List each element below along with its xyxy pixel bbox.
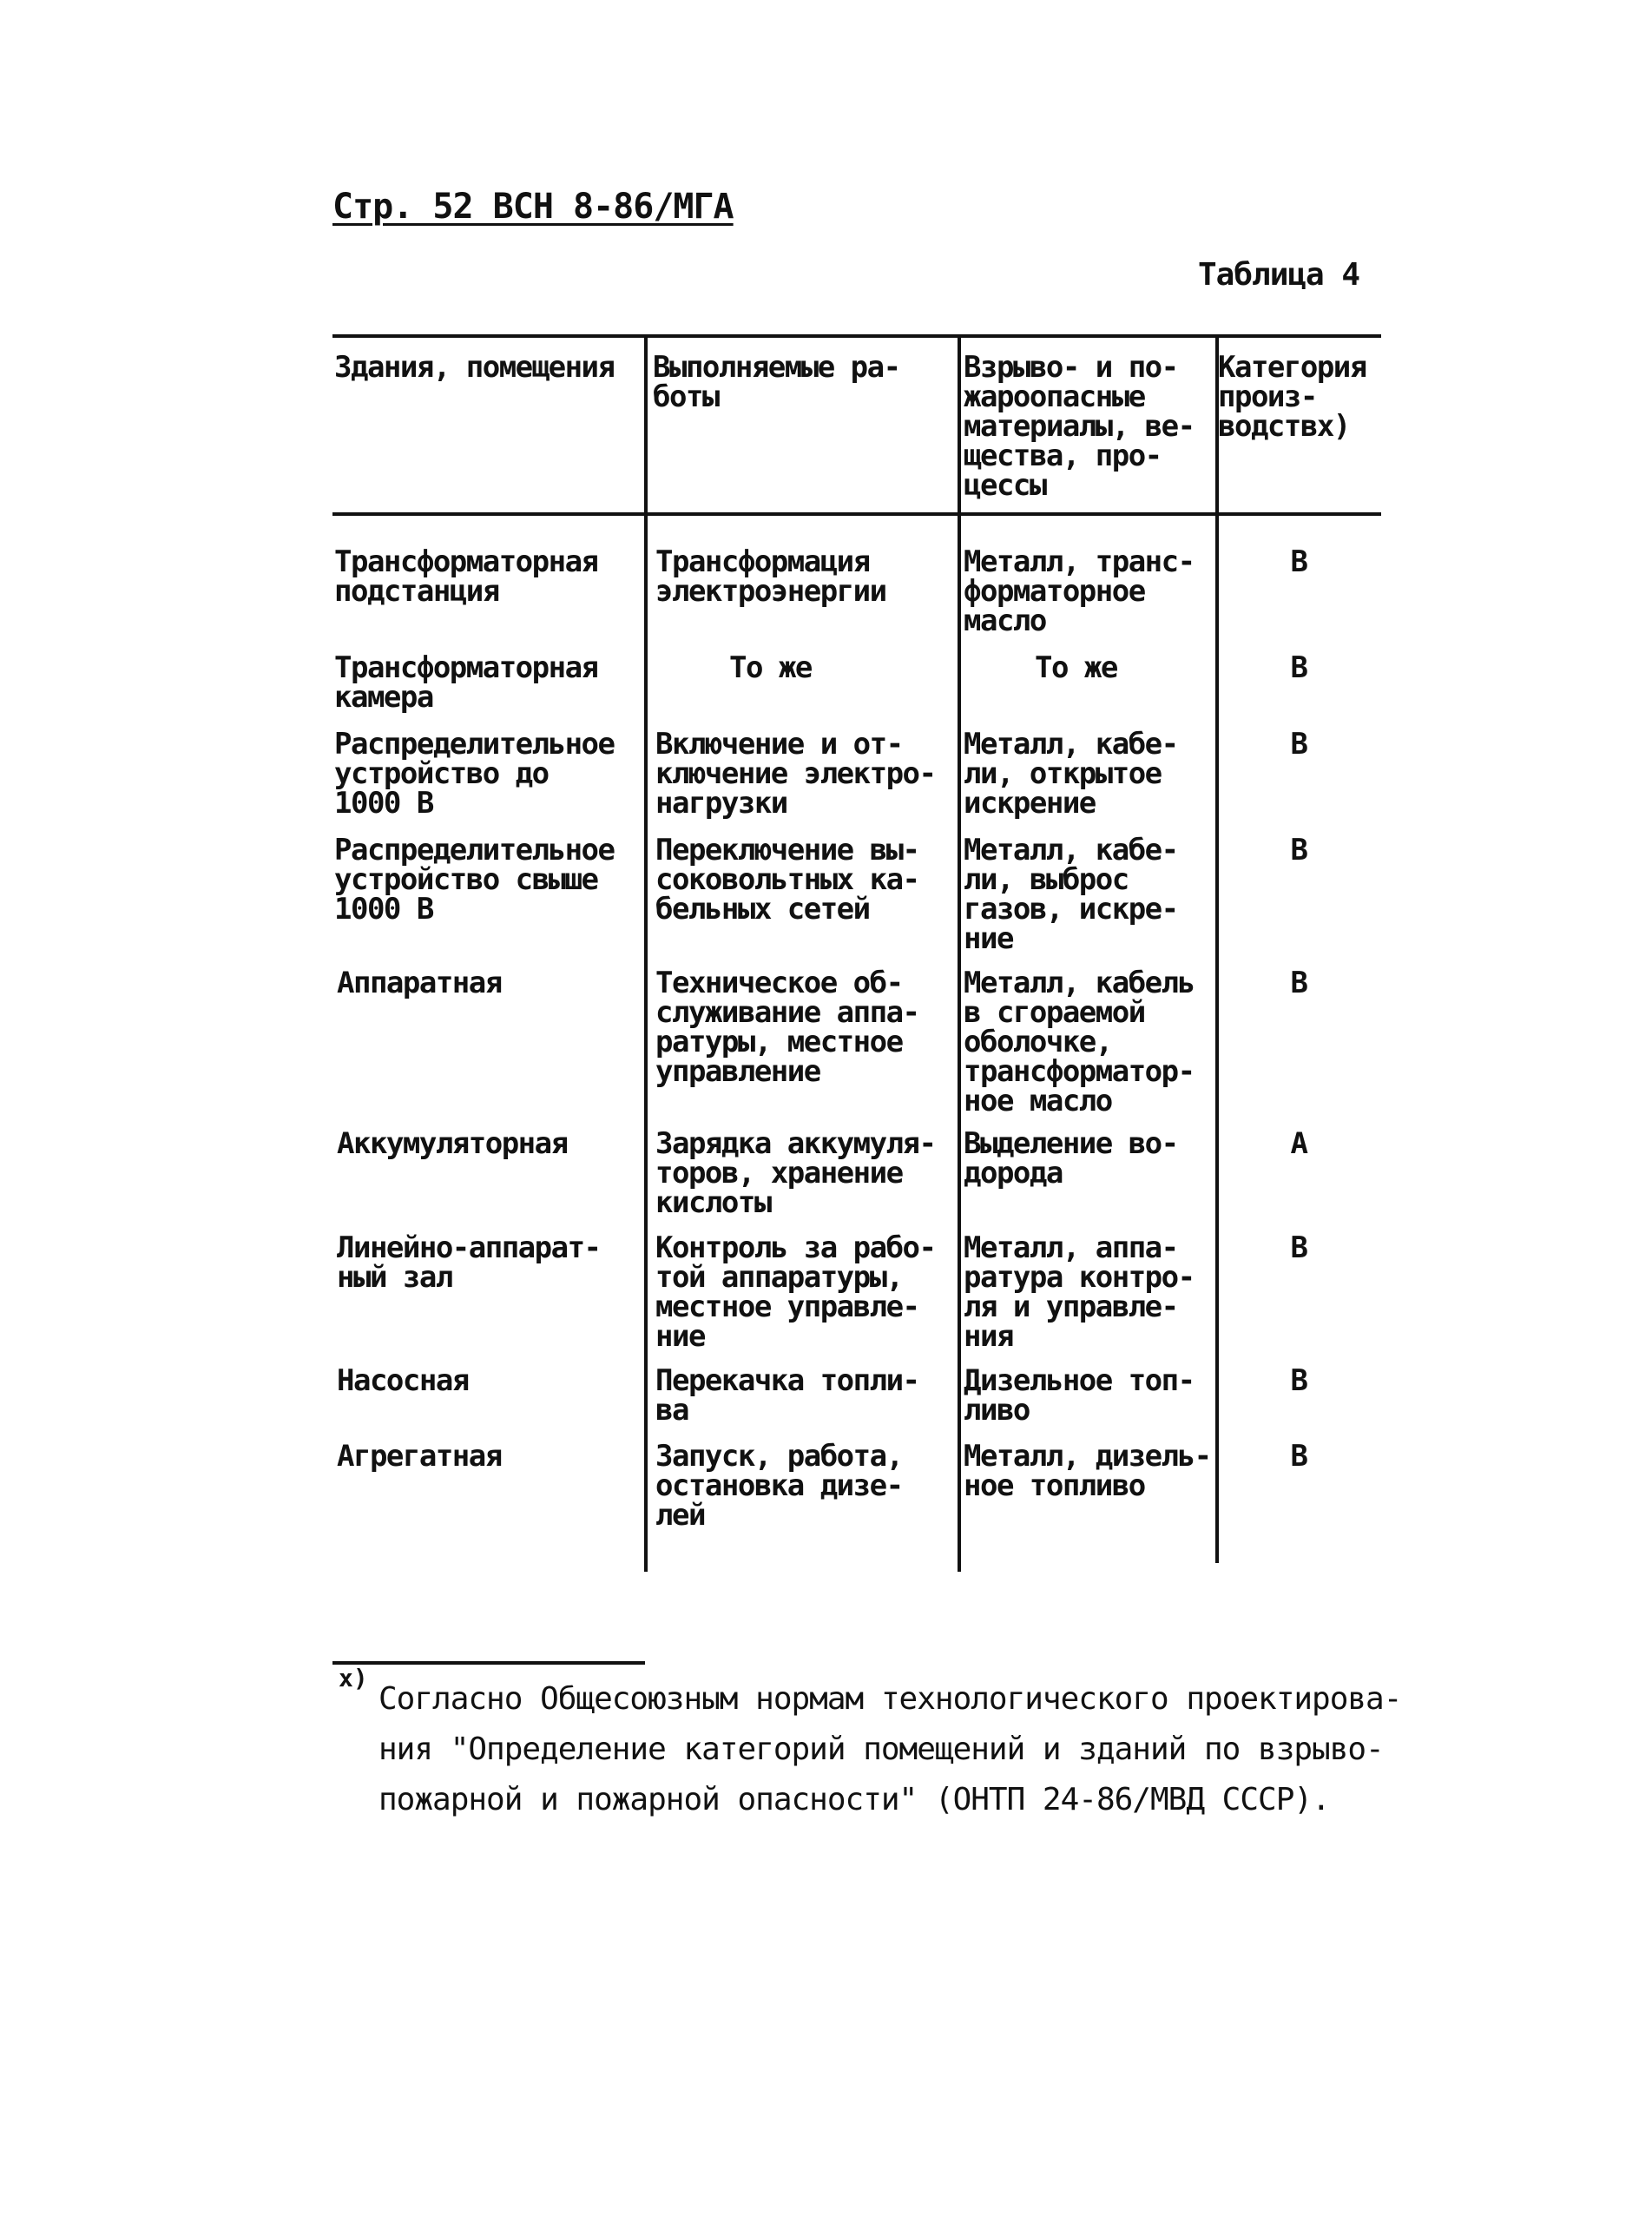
table-cell: Трансформация электроэнергии [655,544,886,609]
table-cell: Металл, кабе- ли, открытое искрение [964,727,1178,821]
column-header-materials: Взрыво- и по- жароопасные материалы, ве- щества, про- цессы [964,350,1195,503]
table-cell: В [1290,1363,1307,1398]
column-header-work: Выполняемые ра- боты [653,350,900,414]
table-cell: Выделение во- дорода [964,1126,1178,1191]
table-label: Таблица 4 [1198,257,1360,293]
table-cell: В [1290,833,1307,867]
table-cell: В [1290,1439,1307,1474]
table-cell: Запуск, работа, остановка дизе- лей [655,1439,903,1533]
table-cell: То же [729,650,812,685]
page-header: Стр. 52 ВСН 8-86/МГА [332,187,734,227]
table-cell: То же [1035,650,1117,685]
table-header-rule [332,512,1381,516]
table-cell: Распределительное устройство свыше 1000 В [334,833,615,927]
table-cell: Трансформаторная камера [334,650,598,715]
footnote-rule [332,1661,645,1665]
table-cell: Техническое об- служивание аппа- ратуры, местное управление [655,966,919,1089]
table-cell: Металл, дизель- ное топливо [964,1439,1211,1503]
table-cell: В [1290,544,1307,579]
table-cell: Перекачка топли- ва [655,1363,919,1428]
table-cell: Трансформаторная подстанция [334,544,598,609]
table-cell: Зарядка аккумуля- торов, хранение кислоты [655,1126,936,1220]
footnote-mark: х) [339,1664,368,1692]
table-cell: Включение и от- ключение электро- нагрузки [655,727,936,821]
table-cell: Агрегатная [337,1439,502,1474]
table-cell: Распределительное устройство до 1000 В [334,727,615,821]
table-cell: А [1290,1126,1307,1161]
table-cell: Контроль за рабо- той аппаратуры, местное управле- ние [655,1230,936,1354]
table-cell: В [1290,966,1307,1000]
table-cell: Металл, транс- форматорное масло [964,544,1195,638]
table-top-rule [332,334,1381,338]
column-header-buildings: Здания, помещения [334,350,615,385]
table-cell: Металл, кабель в сгораемой оболочке, трансформатор- ное масло [964,966,1195,1118]
footnote-text: Согласно Общесоюзным нормам технологического проектирова- ния "Определение категорий помещений и зданий по взрыво- пожарной и пожарной опасности" (ОНТП 24-86/МВД СССР). [378,1681,1402,1817]
table-cell: Насосная [337,1363,469,1398]
table-cell: Аппаратная [337,966,502,1000]
table-cell: Дизельное топ- ливо [964,1363,1195,1428]
table-cell: Аккумуляторная [337,1126,568,1161]
table-cell: Переключение вы- соковольтных ка- бельных сетей [655,833,919,927]
column-divider-1 [644,334,648,1572]
column-divider-2 [958,334,961,1572]
table-cell: Металл, аппа- ратура контро- ля и управле- ния [964,1230,1195,1354]
table-cell: Металл, кабе- ли, выброс газов, искре- ние [964,833,1178,956]
table-cell: В [1290,650,1307,685]
table-cell: В [1290,1230,1307,1265]
table-cell: Линейно-аппарат- ный зал [337,1230,601,1295]
column-header-category: Категория произ- водствх) [1218,350,1366,444]
table-cell: В [1290,727,1307,762]
